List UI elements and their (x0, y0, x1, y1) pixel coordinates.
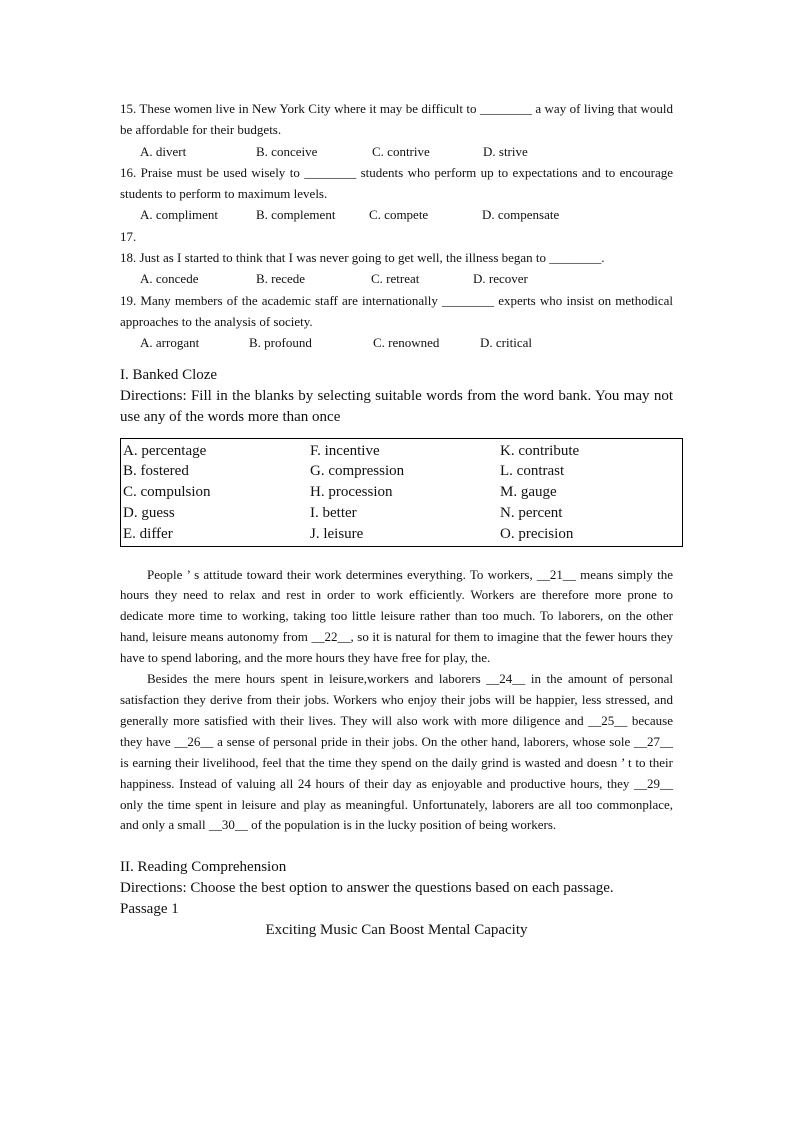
word-bank-cell: A. percentage (123, 442, 207, 459)
word-bank-table (120, 438, 683, 547)
question-stem: 19. Many members of the academic staff are internationally ________ experts who insist on methodical approaches to the analysis of society. (120, 292, 673, 329)
word-bank-row (121, 524, 682, 545)
word-bank-cell: L. contrast (500, 463, 565, 480)
reading-directions: Directions: Choose the best option to answer the questions based on each passage. (120, 880, 614, 897)
directions-text: Directions: Fill in the blanks by selecting suitable words from the word bank. You may not use any of the words more than once (120, 387, 673, 425)
option-c: C. contrive (372, 143, 430, 159)
word-bank-cell: F. incentive (310, 442, 380, 459)
question-stem: 18. Just as I started to think that I was never going to get well, the illness began to ________. (120, 250, 605, 266)
options-row (120, 268, 673, 289)
word-bank-cell: C. compulsion (123, 484, 211, 501)
option-c: C. retreat (371, 271, 420, 287)
option-b: B. recede (256, 271, 306, 287)
word-bank-cell: E. differ (123, 525, 173, 542)
word-bank-row (121, 482, 682, 503)
option-c: C. compete (369, 207, 429, 223)
option-d: D. recover (473, 271, 528, 287)
option-a: A. arrogant (140, 335, 200, 351)
word-bank-cell: I. better (310, 504, 357, 521)
word-bank-cell: O. precision (500, 525, 574, 542)
word-bank-cell: H. procession (310, 484, 393, 501)
option-a: A. divert (140, 143, 187, 159)
option-b: B. profound (249, 335, 312, 351)
section-heading-reading: II. Reading Comprehension (120, 859, 287, 876)
word-bank-cell: B. fostered (123, 463, 189, 480)
options-row (120, 332, 673, 353)
option-a: A. concede (140, 271, 199, 287)
cloze-paragraph: People ’ s attitude toward their work determines everything. To workers, __21__ means simply the hours they need to relax and rest in order to work efficiently. Workers are therefore more prone to dedicate more time to working, taking too little leisure rather than too much. To laborers, on the other hand, leisure means autonomy from __22__, so it is natural for them to imagine that the fewer hours they have to spend laboring, and the more hours they have free for play, the. (120, 566, 673, 666)
question-18 (120, 247, 673, 268)
question-16 (120, 162, 673, 205)
word-bank-row (121, 441, 682, 462)
word-bank-cell: D. guess (123, 504, 175, 521)
option-b: B. conceive (256, 143, 318, 159)
word-bank-row (121, 503, 682, 524)
options-row (120, 204, 673, 225)
option-a: A. compliment (140, 207, 218, 223)
option-d: D. critical (480, 335, 532, 351)
option-d: D. strive (483, 143, 528, 159)
passage-title: Exciting Music Can Boost Mental Capacity (265, 922, 528, 939)
question-stem: 17. (120, 228, 137, 244)
word-bank-cell: N. percent (500, 504, 563, 521)
options-row (120, 141, 673, 162)
question-stem: 15. These women live in New York City where it may be difficult to ________ a way of living that would be affordable for their budgets. (120, 101, 673, 138)
cloze-paragraph: Besides the mere hours spent in leisure,workers and laborers __24__ in the amount of personal satisfaction they derive from their jobs. Workers who enjoy their jobs will be happier, less stressed, and generally more satisfied with their lives. They will also work with more diligence and __25__ because they have __26__ a sense of personal pride in their jobs. On the other hand, laborers, whose sole __27__ is earning their livelihood, feel that the time they spend on the daily grind is wasted and doesn ’ t to their happiness. Instead of valuing all 24 hours of their day as enjoyable and productive hours, they __29__ only the time spent in leisure and play as meaningful. Unfortunately, laborers are all too commonplace, and only a small __30__ of the population is in the lucky position of being workers. (120, 671, 673, 833)
word-bank-cell: M. gauge (500, 484, 557, 501)
passage-label: Passage 1 (120, 901, 179, 918)
word-bank-row (121, 461, 682, 482)
option-c: C. renowned (373, 335, 440, 351)
question-stem: 16. Praise must be used wisely to ________ students who perform up to expectations and to encourage students to perform to maximum levels. (120, 164, 673, 202)
section-heading-banked-cloze: I. Banked Cloze (120, 366, 218, 383)
word-bank-cell: K. contribute (500, 442, 580, 459)
question-15 (120, 98, 673, 141)
question-19 (120, 290, 673, 333)
word-bank-cell: J. leisure (310, 525, 364, 542)
question-17 (120, 226, 673, 247)
option-b: B. complement (256, 207, 336, 223)
document-page (120, 98, 673, 941)
option-d: D. compensate (482, 207, 560, 223)
word-bank-cell: G. compression (310, 463, 405, 480)
